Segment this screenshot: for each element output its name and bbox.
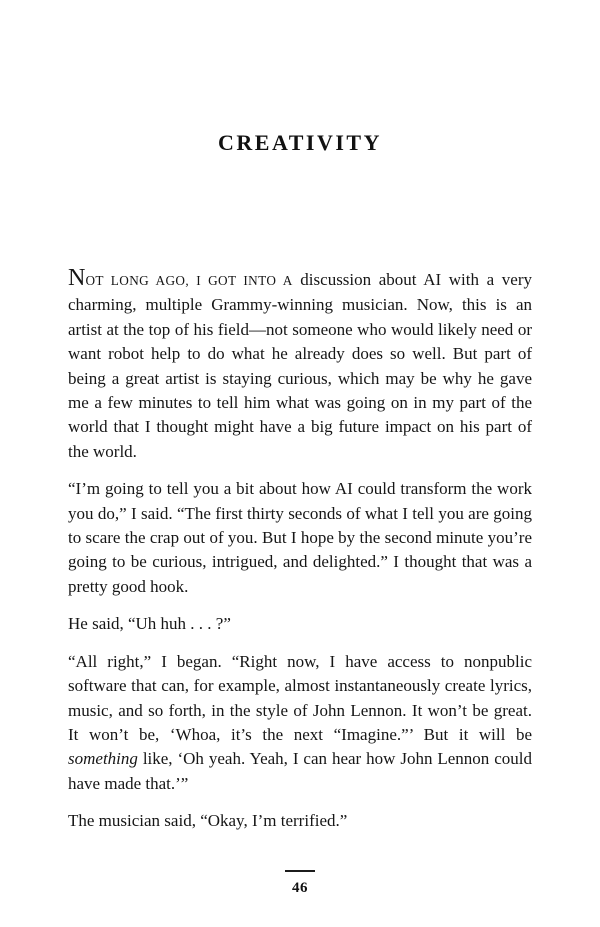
small-caps-lead-in: OT LONG AGO, I GOT INTO A — [85, 273, 293, 288]
footer-rule — [285, 870, 315, 872]
paragraph-4-text-before: “All right,” I began. “Right now, I have access to nonpublic software that can, for example, almost instantaneously create lyrics, music, and so forth, in the style of John Lennon. It won’t be great. It won’t be, ‘Whoa, it’s the next “Imagine.”’ But it will be — [68, 651, 532, 744]
paragraph-1 — [68, 266, 532, 464]
body-text — [68, 266, 532, 834]
paragraph-1-text: discussion about AI with a very charming, multiple Grammy-winning musician. Now, this is an artist at the top of his field—not someone who would likely need or want robot help to do what he already does so well. But part of being a great artist is staying curious, which may be why he gave me a few minutes to tell him what was going on in my part of the world that I thought might have a big future impact on his part of the world. — [68, 270, 532, 461]
chapter-title: CREATIVITY — [218, 130, 382, 155]
paragraph-5: The musician said, “Okay, I’m terrified.” — [68, 811, 348, 831]
paragraph-4-text-after: like, ‘Oh yeah. Yeah, I can hear how John Lennon could have made that.’” — [68, 749, 532, 793]
page-number: 46 — [292, 880, 308, 896]
lead-capital: N — [68, 264, 86, 291]
paragraph-4-italic-word: something — [68, 749, 138, 769]
paragraph-3: He said, “Uh huh . . . ?” — [68, 614, 231, 634]
page-footer — [0, 870, 600, 897]
paragraph-4 — [68, 650, 532, 796]
paragraph-2: “I’m going to tell you a bit about how AI could transform the work you do,” I said. “The first thirty seconds of what I tell you are going to scare the crap out of you. But I hope by the second minute you’re going to be curious, intrigued, and delighted.” I thought that was a pretty good hook. — [68, 479, 532, 596]
